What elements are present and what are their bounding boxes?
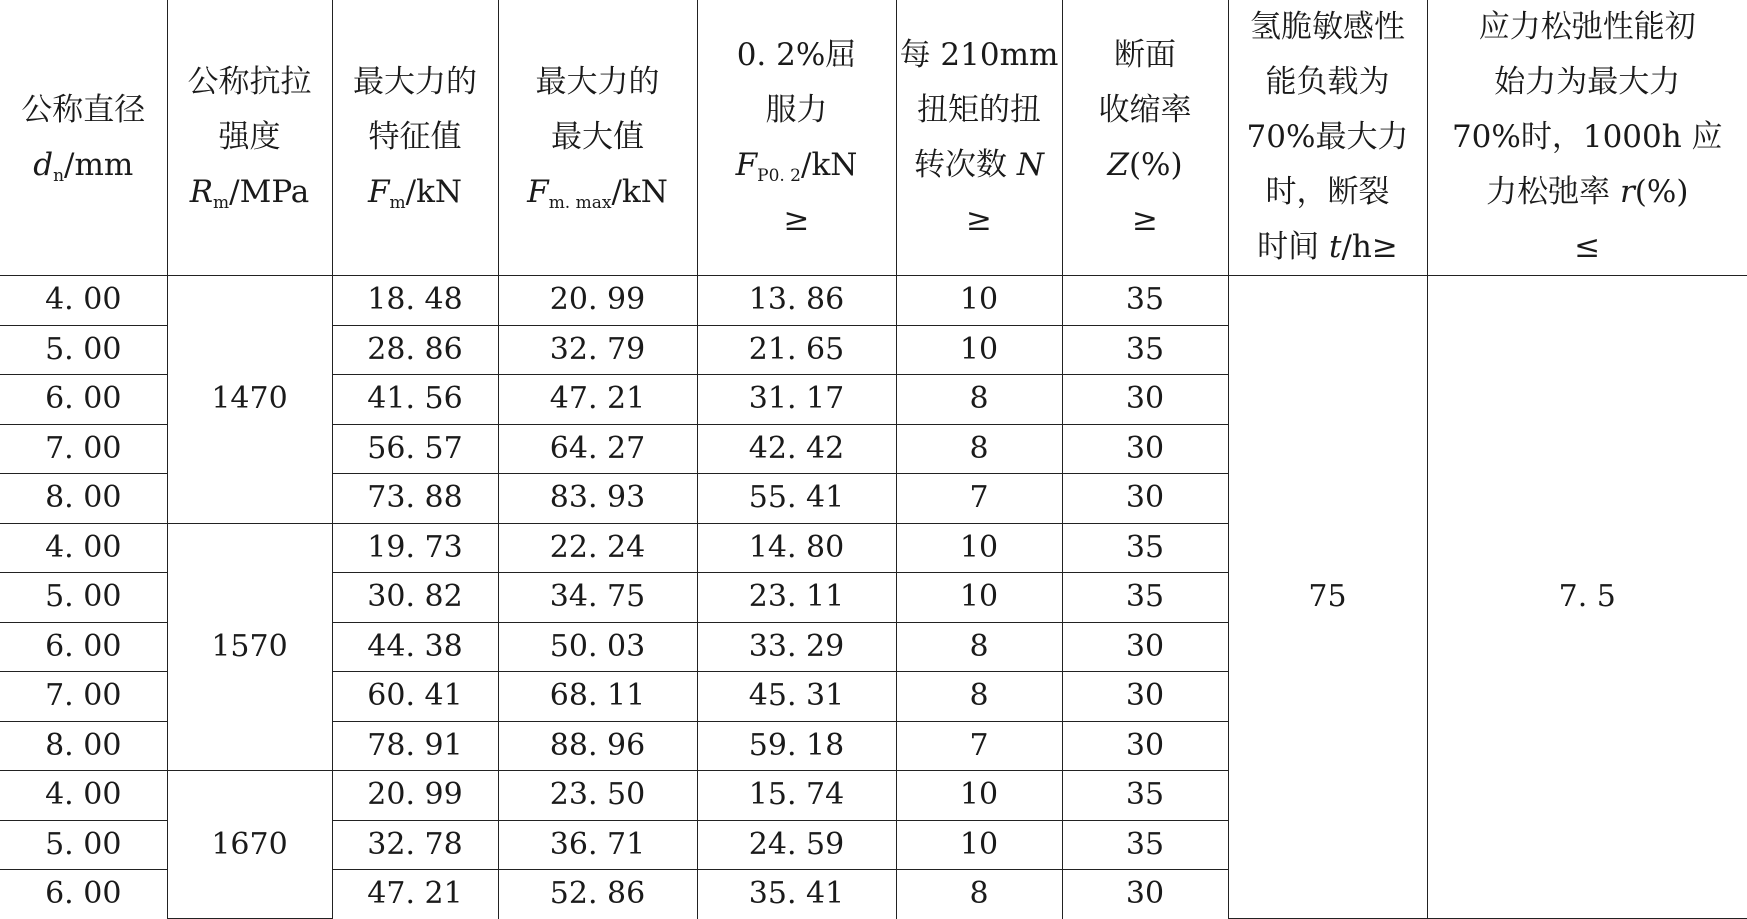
header-line bbox=[1229, 55, 1427, 110]
cell-yield-force: 23. 11 bbox=[697, 573, 896, 623]
header-line bbox=[499, 110, 697, 165]
header-line bbox=[0, 83, 167, 138]
cell-characteristic-max-force: 47. 21 bbox=[332, 870, 498, 919]
header-line bbox=[168, 165, 332, 220]
cell-characteristic-max-force: 18. 48 bbox=[332, 276, 498, 326]
header-text: 转次数 bbox=[914, 147, 1017, 183]
header-text: 应力松弛性能初 bbox=[1479, 9, 1696, 45]
table-row bbox=[0, 276, 1747, 326]
cell-maximum-max-force: 32. 79 bbox=[498, 325, 697, 375]
header-text: F bbox=[736, 147, 758, 183]
header-text: 时间 bbox=[1257, 229, 1329, 265]
header-line bbox=[897, 28, 1062, 83]
cell-diameter: 8. 00 bbox=[0, 474, 167, 524]
header-text: /MPa bbox=[229, 174, 309, 210]
cell-tensile-strength: 1670 bbox=[167, 771, 332, 919]
header-subscript: n bbox=[53, 166, 64, 186]
cell-torsion-count: 10 bbox=[896, 523, 1062, 573]
header-text: F bbox=[527, 174, 549, 210]
header-text: (%) bbox=[1635, 174, 1689, 210]
cell-reduction-of-area: 35 bbox=[1062, 771, 1228, 821]
header-nominal-tensile-strength bbox=[167, 0, 332, 276]
header-line bbox=[1428, 165, 1747, 220]
header-line bbox=[1229, 0, 1427, 55]
header-text: 公称抗拉 bbox=[188, 64, 312, 100]
header-line bbox=[168, 55, 332, 110]
header-text: Z bbox=[1107, 147, 1129, 183]
header-line bbox=[1229, 110, 1427, 165]
cell-reduction-of-area: 35 bbox=[1062, 573, 1228, 623]
header-torsion-count bbox=[896, 0, 1062, 276]
cell-diameter: 5. 00 bbox=[0, 573, 167, 623]
cell-diameter: 6. 00 bbox=[0, 870, 167, 919]
cell-characteristic-max-force: 56. 57 bbox=[332, 424, 498, 474]
cell-maximum-max-force: 36. 71 bbox=[498, 820, 697, 870]
cell-yield-force: 55. 41 bbox=[697, 474, 896, 524]
cell-reduction-of-area: 30 bbox=[1062, 474, 1228, 524]
cell-torsion-count: 10 bbox=[896, 325, 1062, 375]
header-text: /kN bbox=[801, 147, 857, 183]
header-line bbox=[897, 83, 1062, 138]
header-line bbox=[897, 138, 1062, 193]
header-hydrogen-embrittlement bbox=[1228, 0, 1427, 276]
cell-diameter: 4. 00 bbox=[0, 771, 167, 821]
cell-maximum-max-force: 20. 99 bbox=[498, 276, 697, 326]
cell-diameter: 5. 00 bbox=[0, 820, 167, 870]
cell-tensile-strength: 1570 bbox=[167, 523, 332, 771]
header-line bbox=[1063, 193, 1228, 248]
header-line bbox=[698, 28, 896, 83]
header-row bbox=[0, 0, 1747, 276]
header-yield-force bbox=[697, 0, 896, 276]
cell-torsion-count: 10 bbox=[896, 820, 1062, 870]
cell-reduction-of-area: 35 bbox=[1062, 523, 1228, 573]
header-text: t bbox=[1329, 229, 1341, 265]
header-text: 每 210mm bbox=[900, 37, 1059, 73]
cell-characteristic-max-force: 30. 82 bbox=[332, 573, 498, 623]
header-text: 最大力的 bbox=[353, 64, 477, 100]
cell-characteristic-max-force: 78. 91 bbox=[332, 721, 498, 771]
header-subscript: m. max bbox=[549, 193, 612, 213]
cell-relaxation-rate: 7. 5 bbox=[1427, 276, 1747, 919]
cell-characteristic-max-force: 19. 73 bbox=[332, 523, 498, 573]
cell-torsion-count: 10 bbox=[896, 573, 1062, 623]
header-text: 公称直径 bbox=[21, 92, 145, 128]
cell-tensile-strength: 1470 bbox=[167, 276, 332, 524]
cell-characteristic-max-force: 32. 78 bbox=[332, 820, 498, 870]
header-text: (%) bbox=[1129, 147, 1183, 183]
header-line bbox=[0, 138, 167, 193]
header-text: 最大值 bbox=[551, 119, 644, 155]
cell-yield-force: 24. 59 bbox=[697, 820, 896, 870]
cell-maximum-max-force: 83. 93 bbox=[498, 474, 697, 524]
header-line bbox=[333, 55, 498, 110]
header-line bbox=[698, 193, 896, 248]
cell-reduction-of-area: 30 bbox=[1062, 622, 1228, 672]
cell-characteristic-max-force: 60. 41 bbox=[332, 672, 498, 722]
header-text: /h≥ bbox=[1341, 229, 1397, 265]
cell-diameter: 5. 00 bbox=[0, 325, 167, 375]
header-line bbox=[698, 83, 896, 138]
header-line bbox=[333, 110, 498, 165]
header-line bbox=[168, 110, 332, 165]
cell-diameter: 6. 00 bbox=[0, 375, 167, 425]
header-text: 断面 bbox=[1114, 37, 1176, 73]
cell-torsion-count: 8 bbox=[896, 424, 1062, 474]
header-line bbox=[499, 55, 697, 110]
cell-reduction-of-area: 35 bbox=[1062, 325, 1228, 375]
header-text: 始力为最大力 bbox=[1494, 64, 1680, 100]
header-text: 收缩率 bbox=[1099, 92, 1192, 128]
header-text: N bbox=[1017, 147, 1044, 183]
header-subscript: m bbox=[213, 193, 229, 213]
header-line bbox=[1229, 220, 1427, 275]
cell-reduction-of-area: 30 bbox=[1062, 721, 1228, 771]
header-line bbox=[499, 165, 697, 220]
header-text: ≤ bbox=[1574, 229, 1600, 265]
cell-diameter: 7. 00 bbox=[0, 672, 167, 722]
header-text: ≥ bbox=[784, 202, 810, 238]
cell-torsion-count: 8 bbox=[896, 672, 1062, 722]
header-line bbox=[1428, 55, 1747, 110]
header-nominal-diameter bbox=[0, 0, 167, 276]
cell-maximum-max-force: 88. 96 bbox=[498, 721, 697, 771]
header-subscript: m bbox=[390, 193, 406, 213]
header-text: 能负载为 bbox=[1266, 64, 1390, 100]
header-text: /mm bbox=[64, 147, 133, 183]
header-text: 扭矩的扭 bbox=[917, 92, 1041, 128]
cell-reduction-of-area: 30 bbox=[1062, 870, 1228, 919]
header-line bbox=[1428, 220, 1747, 275]
cell-reduction-of-area: 35 bbox=[1062, 820, 1228, 870]
cell-yield-force: 21. 65 bbox=[697, 325, 896, 375]
cell-maximum-max-force: 23. 50 bbox=[498, 771, 697, 821]
header-text: /kN bbox=[611, 174, 667, 210]
header-text: ≥ bbox=[1132, 202, 1158, 238]
cell-maximum-max-force: 64. 27 bbox=[498, 424, 697, 474]
cell-yield-force: 15. 74 bbox=[697, 771, 896, 821]
cell-yield-force: 35. 41 bbox=[697, 870, 896, 919]
header-line bbox=[1229, 165, 1427, 220]
cell-characteristic-max-force: 41. 56 bbox=[332, 375, 498, 425]
header-line bbox=[897, 193, 1062, 248]
cell-diameter: 6. 00 bbox=[0, 622, 167, 672]
cell-reduction-of-area: 35 bbox=[1062, 276, 1228, 326]
cell-maximum-max-force: 34. 75 bbox=[498, 573, 697, 623]
cell-torsion-count: 8 bbox=[896, 870, 1062, 919]
header-line bbox=[1063, 138, 1228, 193]
header-text: 0. 2%屈 bbox=[737, 37, 857, 73]
header-stress-relaxation bbox=[1427, 0, 1747, 276]
header-text: 70%时，1000h 应 bbox=[1452, 119, 1723, 155]
header-line bbox=[333, 165, 498, 220]
header-text: ≥ bbox=[966, 202, 992, 238]
header-text: 特征值 bbox=[369, 119, 462, 155]
cell-yield-force: 13. 86 bbox=[697, 276, 896, 326]
cell-maximum-max-force: 50. 03 bbox=[498, 622, 697, 672]
cell-yield-force: 14. 80 bbox=[697, 523, 896, 573]
cell-characteristic-max-force: 20. 99 bbox=[332, 771, 498, 821]
cell-characteristic-max-force: 44. 38 bbox=[332, 622, 498, 672]
header-text: 强度 bbox=[219, 119, 281, 155]
cell-maximum-max-force: 22. 24 bbox=[498, 523, 697, 573]
cell-torsion-count: 8 bbox=[896, 622, 1062, 672]
cell-diameter: 8. 00 bbox=[0, 721, 167, 771]
cell-yield-force: 33. 29 bbox=[697, 622, 896, 672]
header-text: 70%最大力 bbox=[1247, 119, 1409, 155]
header-text: 力松弛率 bbox=[1486, 174, 1620, 210]
cell-diameter: 7. 00 bbox=[0, 424, 167, 474]
cell-torsion-count: 8 bbox=[896, 375, 1062, 425]
header-text: R bbox=[190, 174, 213, 210]
header-characteristic-max-force bbox=[332, 0, 498, 276]
cell-reduction-of-area: 30 bbox=[1062, 672, 1228, 722]
cell-torsion-count: 10 bbox=[896, 771, 1062, 821]
cell-torsion-count: 7 bbox=[896, 474, 1062, 524]
header-text: F bbox=[368, 174, 390, 210]
header-text: 时，断裂 bbox=[1266, 174, 1390, 210]
header-text: r bbox=[1620, 174, 1635, 210]
cell-torsion-count: 10 bbox=[896, 276, 1062, 326]
header-text: /kN bbox=[406, 174, 462, 210]
table-body bbox=[0, 276, 1747, 919]
header-line bbox=[698, 138, 896, 193]
cell-characteristic-max-force: 28. 86 bbox=[332, 325, 498, 375]
cell-characteristic-max-force: 73. 88 bbox=[332, 474, 498, 524]
header-text: 氢脆敏感性 bbox=[1250, 9, 1405, 45]
header-maximum-max-force bbox=[498, 0, 697, 276]
header-subscript: P0. 2 bbox=[757, 166, 801, 186]
cell-hydrogen-time: 75 bbox=[1228, 276, 1427, 919]
cell-diameter: 4. 00 bbox=[0, 523, 167, 573]
header-line bbox=[1428, 0, 1747, 55]
header-reduction-of-area bbox=[1062, 0, 1228, 276]
header-text: 最大力的 bbox=[536, 64, 660, 100]
cell-yield-force: 42. 42 bbox=[697, 424, 896, 474]
cell-torsion-count: 7 bbox=[896, 721, 1062, 771]
cell-diameter: 4. 00 bbox=[0, 276, 167, 326]
cell-maximum-max-force: 68. 11 bbox=[498, 672, 697, 722]
header-line bbox=[1063, 83, 1228, 138]
cell-yield-force: 45. 31 bbox=[697, 672, 896, 722]
cell-reduction-of-area: 30 bbox=[1062, 424, 1228, 474]
cell-reduction-of-area: 30 bbox=[1062, 375, 1228, 425]
header-line bbox=[1063, 28, 1228, 83]
cell-maximum-max-force: 47. 21 bbox=[498, 375, 697, 425]
header-text: 服力 bbox=[766, 92, 828, 128]
header-line bbox=[1428, 110, 1747, 165]
cell-yield-force: 31. 17 bbox=[697, 375, 896, 425]
cell-maximum-max-force: 52. 86 bbox=[498, 870, 697, 919]
header-text: d bbox=[33, 147, 53, 183]
cell-yield-force: 59. 18 bbox=[697, 721, 896, 771]
